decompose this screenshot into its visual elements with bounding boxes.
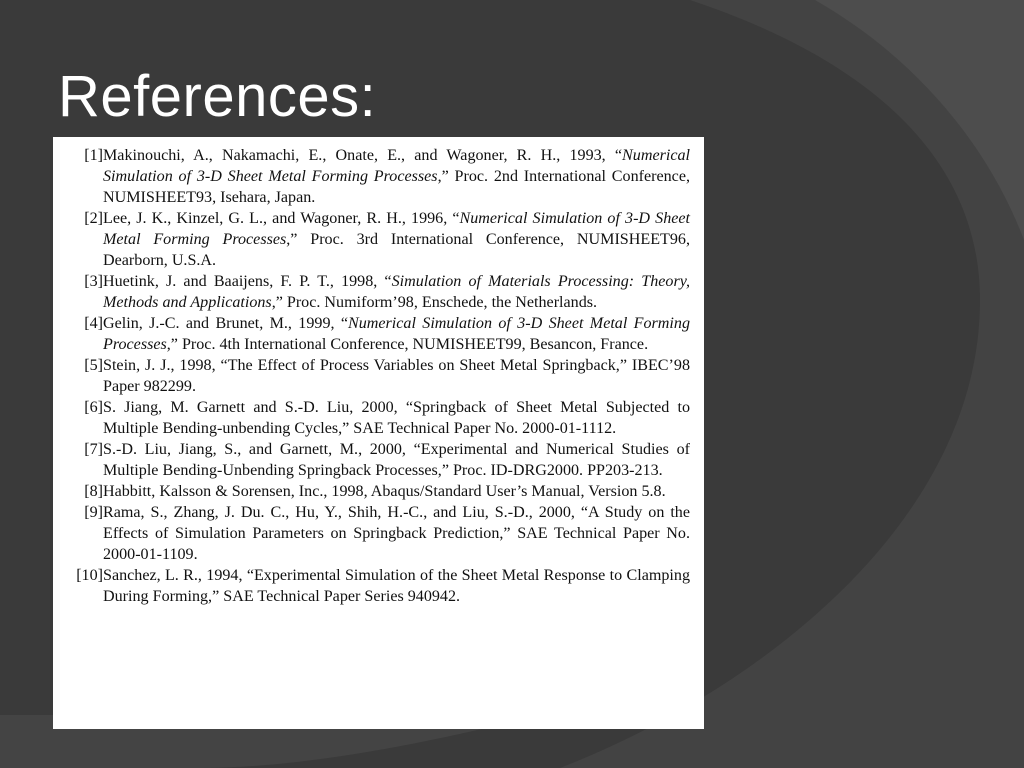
- reference-text: S.-D. Liu, Jiang, S., and Garnett, M., 2000, “Experimental and Numerical Studies of Multiple Bending-Unbending Springback Processes,” Proc. ID-DRG2000. PP203-213.: [103, 441, 690, 479]
- reference-number: [3]: [84, 273, 103, 290]
- reference-text: Lee, J. K., Kinzel, G. L., and Wagoner, R. H., 1996, “Numerical Simulation of 3-D Sheet Metal Forming Processes,” Proc. 3rd International Conference, NUMISHEET96, Dearborn, U.S.A.: [103, 210, 691, 269]
- reference-item: [71, 271, 690, 313]
- reference-number: [8]: [84, 483, 103, 500]
- reference-item: [71, 313, 690, 355]
- reference-number: [9]: [84, 504, 103, 521]
- reference-item: [71, 145, 690, 208]
- reference-text: Sanchez, L. R., 1994, “Experimental Simulation of the Sheet Metal Response to Clamping During Forming,” SAE Technical Paper Series 940942.: [103, 567, 690, 605]
- slide-title: References:: [58, 64, 377, 129]
- reference-number: [6]: [84, 399, 103, 416]
- references-image-panel: [53, 137, 704, 729]
- reference-number: [10]: [76, 567, 103, 584]
- reference-number: [7]: [84, 441, 103, 458]
- reference-item: [71, 502, 690, 565]
- reference-number: [2]: [84, 210, 103, 227]
- reference-text: Habbitt, Kalsson & Sorensen, Inc., 1998, Abaqus/Standard User’s Manual, Version 5.8.: [103, 483, 666, 500]
- reference-item: [71, 439, 690, 481]
- reference-item: [71, 565, 690, 607]
- reference-text: Huetink, J. and Baaijens, F. P. T., 1998, “Simulation of Materials Processing: Theory, Methods and Applications,” Proc. Numiform’98, Enschede, the Netherlands.: [103, 273, 690, 311]
- reference-number: [5]: [84, 357, 103, 374]
- reference-text: S. Jiang, M. Garnett and S.-D. Liu, 2000, “Springback of Sheet Metal Subjected to Multiple Bending-unbending Cycles,” SAE Technical Paper No. 2000-01-1112.: [103, 399, 690, 437]
- reference-list: [71, 145, 690, 607]
- reference-text: Stein, J. J., 1998, “The Effect of Process Variables on Sheet Metal Springback,” IBEC’98 Paper 982299.: [103, 357, 690, 395]
- reference-item: [71, 481, 690, 502]
- reference-number: [1]: [84, 147, 103, 164]
- reference-item: [71, 208, 690, 271]
- reference-number: [4]: [84, 315, 103, 332]
- reference-item: [71, 397, 690, 439]
- reference-text: Makinouchi, A., Nakamachi, E., Onate, E., and Wagoner, R. H., 1993, “Numerical Simulation of 3-D Sheet Metal Forming Processes,” Proc. 2nd International Conference, NUMISHEET93, Isehara, Japan.: [103, 147, 690, 206]
- reference-text: Rama, S., Zhang, J. Du. C., Hu, Y., Shih, H.-C., and Liu, S.-D., 2000, “A Study on the Effects of Simulation Parameters on Springback Prediction,” SAE Technical Paper No. 2000-01-1109.: [103, 504, 690, 563]
- reference-item: [71, 355, 690, 397]
- reference-text: Gelin, J.-C. and Brunet, M., 1999, “Numerical Simulation of 3-D Sheet Metal Forming Processes,” Proc. 4th International Conference, NUMISHEET99, Besancon, France.: [103, 315, 690, 353]
